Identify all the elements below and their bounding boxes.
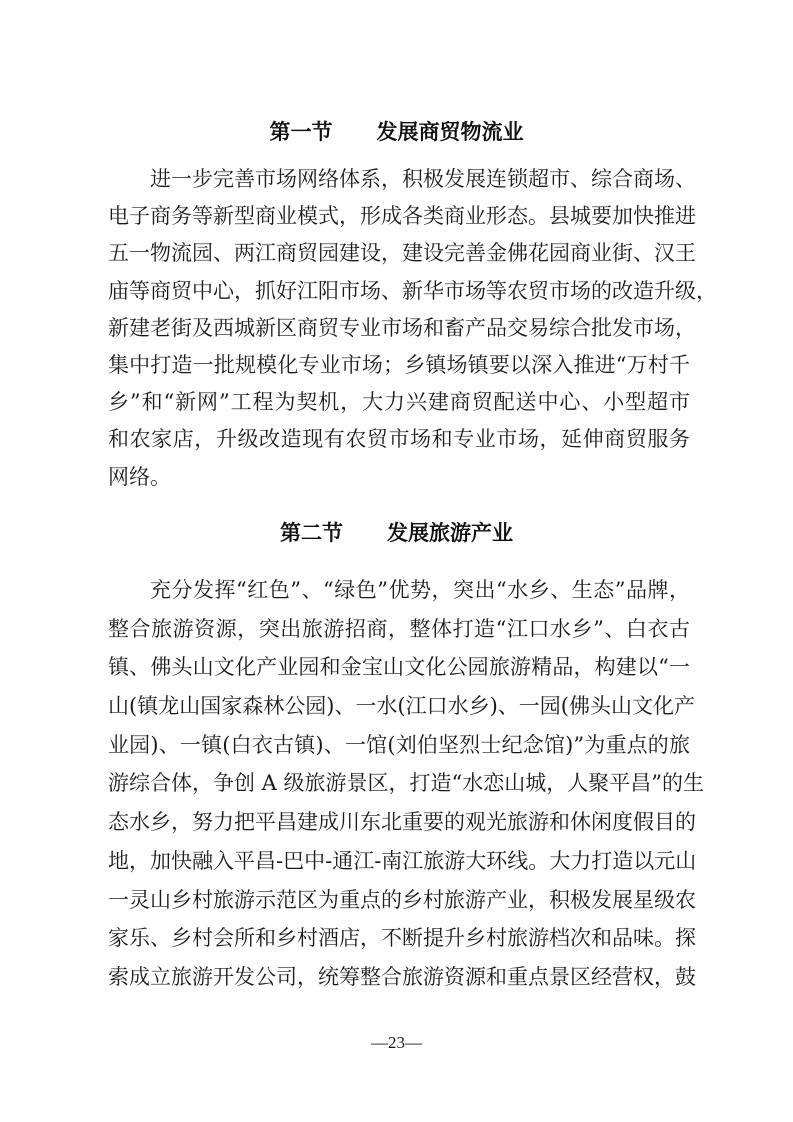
section-1-number: 第一节 — [269, 119, 333, 144]
section-2-number: 第二节 — [280, 520, 343, 545]
paragraph-line: 乡”和“新网”工程为契机，大力兴建商贸配送中心、小型超市 — [108, 390, 690, 415]
paragraph-line: 态水乡，努力把平昌建成川东北重要的观光旅游和休闲度假目的 — [108, 810, 696, 835]
paragraph-line: 集中打造一批规模化专业市场；乡镇场镇要以深入推进“万村千 — [108, 352, 690, 377]
paragraph-line: 进一步完善市场网络体系，积极发展连锁超市、综合商场、 — [150, 167, 696, 191]
paragraph-line: 网络。 — [108, 464, 171, 489]
section-1-paragraph — [108, 161, 717, 496]
section-2-title: 发展旅游产业 — [387, 520, 513, 545]
paragraph-line: 业园)、一镇(白衣古镇)、一馆(刘伯坚烈士纪念馆)”为重点的旅 — [108, 732, 690, 757]
paragraph-line: 地，加快融入平昌-巴中-通江-南江旅游大环线。大力打造以元山 — [108, 848, 697, 873]
paragraph-line: 家乐、乡村会所和乡村酒店，不断提升乡村旅游档次和品味。探 — [108, 926, 696, 951]
paragraph-line: 新建老街及西城新区商贸专业市场和畜产品交易综合批发市场， — [108, 315, 696, 340]
section-1-title: 发展商贸物流业 — [376, 119, 524, 144]
paragraph-line: 充分发挥“红色”、“绿色”优势，突出“水乡、生态”品牌， — [150, 578, 690, 602]
paragraph-line: 和农家店，升级改造现有农贸市场和专业市场，延伸商贸服务 — [108, 427, 690, 452]
paragraph-line: 一灵山乡村旅游示范区为重点的乡村旅游产业，积极发展星级农 — [108, 887, 696, 912]
paragraph-line: 镇、佛头山文化产业园和金宝山文化公园旅游精品，构建以“一 — [108, 655, 690, 680]
paragraph-line: 游综合体，争创 A 级旅游景区，打造“水恋山城，人聚平昌”的生 — [108, 771, 704, 796]
paragraph-line: 山(镇龙山国家森林公园)、一水(江口水乡)、一园(佛头山文化产 — [108, 694, 695, 719]
paragraph-line: 五一物流园、两江商贸园建设，建设完善金佛花园商业街、汉王 — [108, 241, 696, 266]
paragraph-line: 庙等商贸中心，抓好江阳市场、新华市场等农贸市场的改造升级， — [108, 278, 717, 303]
section-1-heading — [0, 117, 793, 147]
section-2-paragraph — [108, 571, 704, 997]
section-2-heading — [0, 518, 793, 548]
paragraph-line: 电子商务等新型商业模式，形成各类商业形态。县城要加快推进 — [108, 204, 696, 229]
page-number: —23— — [371, 1033, 422, 1052]
paragraph-line: 整合旅游资源，突出旅游招商，整体打造“江口水乡”、白衣古 — [108, 616, 690, 641]
paragraph-line: 索成立旅游开发公司，统筹整合旅游资源和重点景区经营权，鼓 — [108, 964, 696, 989]
